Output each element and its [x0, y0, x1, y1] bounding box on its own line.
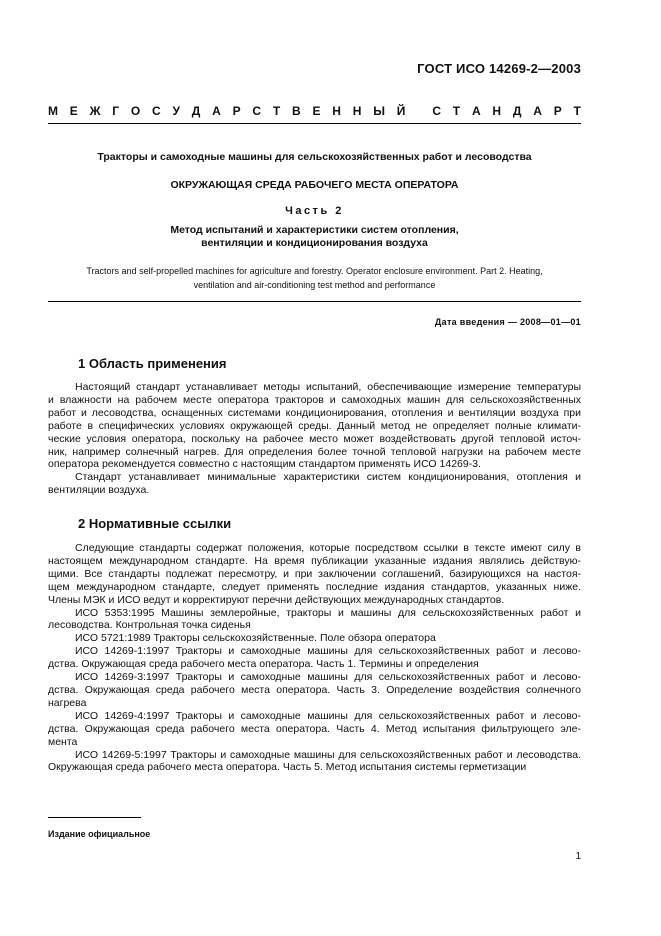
banner-letter: С — [152, 104, 161, 118]
body-line: щими. Все стандарты подлежат пересмотру, и при заключении соглашений, базирующихся на настоя- — [48, 567, 581, 580]
reference-line: ИСО 14269-3:1997 Тракторы и самоходные машины для сельскохозяйственных работ и лесово- — [75, 671, 581, 684]
banner-letter: Е — [312, 104, 321, 118]
reference-line: ИСО 14269-4:1997 Тракторы и самоходные машины для сельскохозяйственных работ и лесово- — [75, 709, 581, 722]
reference-line: дства. Окружающая среда рабочего места оператора. Часть 1. Термины и определения — [48, 658, 479, 671]
reference-line: дства. Окружающая среда рабочего места оператора. Часть 4. Метод испытания фильтрующего эле- — [48, 722, 581, 735]
banner-letter: С — [432, 104, 441, 118]
document-title-line2: ОКРУЖАЮЩАЯ СРЕДА РАБОЧЕГО МЕСТА ОПЕРАТОРА — [170, 179, 459, 191]
body-line: настоящем международном стандарте. На время публикации указанные издания являлись действую- — [48, 554, 581, 567]
body-line: оператора рекомендуется совместно с настоящим стандартом применять ИСО 14269-3. — [48, 458, 481, 471]
reference-line: ИСО 14269-1:1997 Тракторы и самоходные машины для сельскохозяйственных работ и лесово- — [75, 645, 581, 658]
banner-letter: М — [48, 104, 58, 118]
body-line: Стандарт устанавливает минимальные характеристики систем кондиционирования, отопления и — [75, 471, 581, 484]
reference-line: нагрева — [48, 696, 87, 709]
footer-rule — [48, 817, 141, 818]
banner-letter: Д — [191, 104, 201, 118]
body-line: и влажности на рабочем месте оператора тракторов и самоходных машин для сельскохозяйственных — [48, 393, 581, 406]
banner-letter: А — [533, 104, 542, 118]
banner-letter: О — [130, 104, 141, 118]
banner-letter: Н — [492, 104, 502, 118]
part-title-line2: вентиляции и кондиционирования воздуха — [201, 237, 428, 249]
section-1-heading: 1 Область применения — [78, 356, 227, 371]
banner-letter: Й — [396, 104, 406, 118]
interstate-standard-banner — [48, 104, 581, 118]
title-rule — [48, 301, 581, 302]
header-rule — [48, 123, 581, 124]
banner-letter: Н — [352, 104, 362, 118]
banner-letter: Т — [573, 104, 581, 118]
part-title — [48, 224, 581, 250]
part-title-line1: Метод испытаний и характеристики систем отопления, — [170, 224, 459, 236]
official-edition-label: Издание официальное — [48, 829, 151, 839]
banner-letter: Е — [69, 104, 78, 118]
banner-letter: С — [252, 104, 262, 118]
body-line: работ и лесоводства, оснащенных системами кондиционирования, отопления и вентиляции воздуха при — [48, 406, 581, 419]
reference-line: ИСО 14269-5:1997 Тракторы и самоходные машины для сельскохозяйственных работ и лесоводства. — [75, 748, 581, 761]
body-line: Настоящий стандарт устанавливает методы испытаний, обеспечивающие измерение температуры — [75, 381, 581, 393]
document-title-line1: Тракторы и самоходные машины для сельскохозяйственных работ и лесоводства — [97, 151, 532, 163]
page-number: 1 — [575, 851, 581, 862]
banner-letter: Н — [332, 104, 341, 118]
banner-letter: А — [471, 104, 481, 118]
banner-letter — [417, 104, 420, 118]
reference-line: ИСО 5721:1989 Тракторы сельскохозяйственные. Поле обзора оператора — [75, 632, 436, 645]
part-label: Часть 2 — [285, 205, 344, 217]
body-line: вентиляции воздуха. — [48, 484, 150, 497]
body-line: работе в специфических условиях окружающей среды. Данный метод не определяет полные климати- — [48, 419, 581, 432]
reference-line: ИСО 5353:1995 Машины землеройные, тракторы и машины для сельскохозяйственных работ и — [75, 606, 581, 619]
banner-letter: Т — [452, 104, 461, 118]
english-title-line2: ventilation and air-conditioning test method and performance — [193, 280, 436, 290]
body-line: ческие условия оператора, поскольку на рабочее место может воздействовать другой тепловой источ- — [48, 432, 581, 445]
standard-code: ГОСТ ИСО 14269-2—2003 — [417, 61, 581, 76]
reference-line: Окружающая среда рабочего места оператора. Часть 5. Метод испытания системы герметизации — [48, 761, 527, 774]
banner-letter: Р — [232, 104, 241, 118]
reference-line: дства. Окружающая среда рабочего места оператора. Часть 3. Определение воздействия солнечного — [48, 683, 581, 696]
banner-letter: Р — [553, 104, 562, 118]
english-title — [48, 264, 581, 292]
body-line: щем международном стандарте, следует применять последние издания стандартов, указанных ниже. — [48, 580, 581, 593]
banner-letter: Г — [112, 104, 120, 118]
reference-line: лесоводства. Контрольная точка сиденья — [48, 619, 251, 632]
banner-letter: Т — [272, 104, 281, 118]
english-title-line1: Tractors and self-propelled machines for agriculture and forestry. Operator enclosure environment. Part 2. Heating, — [86, 266, 543, 276]
section-2-heading: 2 Нормативные ссылки — [78, 516, 232, 531]
banner-letter: Д — [512, 104, 522, 118]
introduction-date: Дата введения — 2008—01—01 — [434, 317, 581, 327]
banner-letter: У — [172, 104, 180, 118]
body-line: ник, например солнечный нагрев. Для определения более точной тепловой нагрузки на рабочем месте — [48, 445, 581, 458]
body-line: Следующие стандарты содержат положения, которые посредством ссылки в тексте имеют силу в — [75, 542, 581, 554]
section-1-body — [48, 381, 581, 497]
reference-line: мента — [48, 735, 78, 748]
section-2-body — [48, 542, 581, 774]
banner-letter: Ы — [373, 104, 385, 118]
banner-letter: В — [292, 104, 301, 118]
body-line: Члены МЭК и ИСО ведут и корректируют перечни действующих международных стандартов. — [48, 593, 505, 606]
banner-letter: А — [212, 104, 221, 118]
banner-letter: Ж — [89, 104, 101, 118]
